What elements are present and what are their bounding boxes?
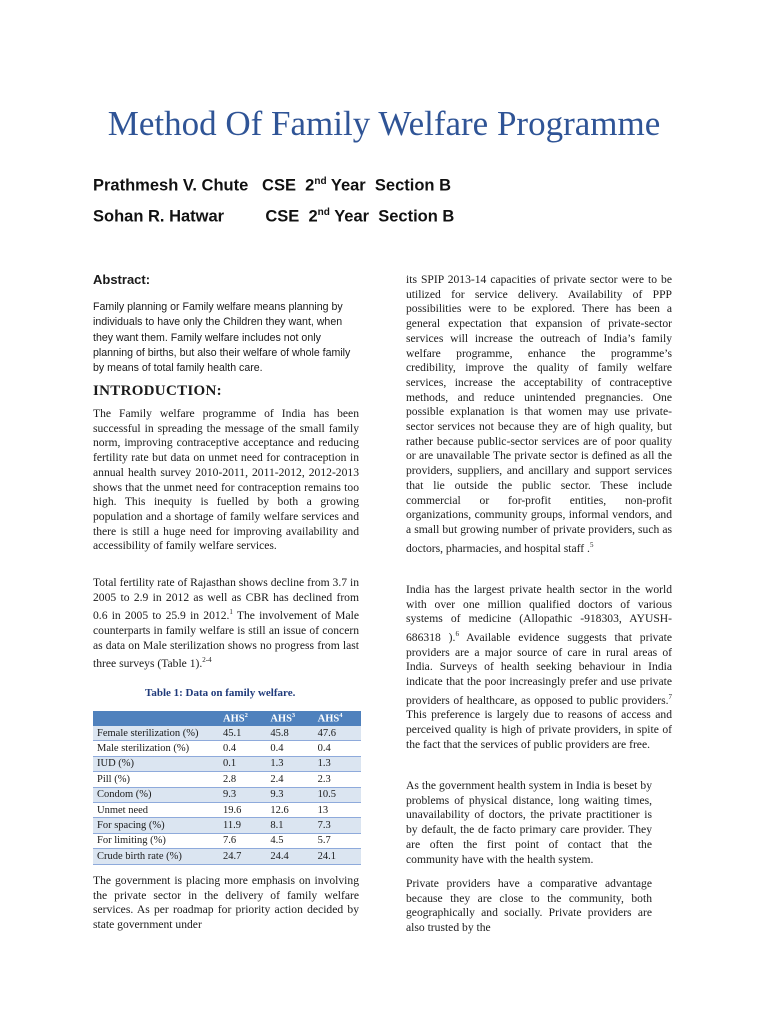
table-header-row xyxy=(93,711,361,726)
table-header-cell: AHS$^2$ xyxy=(219,711,266,726)
right-paragraph-2 xyxy=(406,583,672,752)
table-row: Unmet need 19.6 12.6 13 xyxy=(93,802,361,817)
right-p2-text-a: India has the largest private health sector in the world with over one million qualified doctors of various systems of medicine (Allopathic -918303, AYUSH- 686318 ). xyxy=(406,583,672,644)
right-p2-text-c: This preference is largely due to reasons of access and perceived quality is high of private providers, in spite of the fact that the services of public providers are free. xyxy=(406,708,672,751)
right-paragraph-4: Private providers have a comparative advantage because they are close to the community, both geographically and socially. Private providers are also trusted by the xyxy=(406,877,652,935)
intro-p2-text-b: The involvement of Male counterparts in family welfare is still an issue of concern as data on Male sterilization shows no progress from last three surveys (Table 1). xyxy=(93,609,359,671)
author-year-sup: nd xyxy=(317,207,330,218)
abstract-text: Family planning or Family welfare means planning by individuals to have only the Children they want, when they want them. Family welfare includes not only planning of births, but also their welfare of whole family by means of total family health care. xyxy=(93,301,351,375)
right-p1-text: its SPIP 2013-14 capacities of private sector were to be utilized for service delivery. Availability of PPP possibilities were to be explored. There has been a general expectation that expansion of private-sector services will increase the outreach of India’s family welfare programme, enhance the programme’s credibility, improve the quality of family welfare services, increase the acceptability of contraceptive methods, and reduce unintended pregnancies. One possible explanation is that women may use private-sector services not because they are of high quality, but rather because public-sector services are of poor quality or are unavailable The private sector is defined as all the providers, suppliers, and ancillary and support services that lie outside the public sector. These include commercial or for-profit entities, non-profit organizations, community groups, informal vendors, and a small but growing number of private providers, such as doctors, pharmacies, and hospital staff . xyxy=(406,273,672,555)
table-row: Crude birth rate (%) 24.7 24.4 24.1 xyxy=(93,849,361,864)
intro-paragraph-2 xyxy=(93,576,359,672)
author-year-rest: Year xyxy=(334,207,370,226)
table-caption: Table 1: Data on family welfare. xyxy=(145,687,296,699)
table-row: IUD (%) 0.1 1.3 1.3 xyxy=(93,756,361,771)
table-row: Female sterilization (%) 45.1 45.8 47.6 xyxy=(93,726,361,741)
abstract-heading: Abstract: xyxy=(93,272,151,287)
table-header-cell xyxy=(93,711,219,726)
author-section: Section B xyxy=(374,176,452,195)
introduction-heading: INTRODUCTION: xyxy=(93,383,222,399)
citation-sup: 6 xyxy=(455,630,459,639)
table-row: For spacing (%) 11.9 8.1 7.3 xyxy=(93,818,361,833)
table-row: Male sterilization (%) 0.4 0.4 0.4 xyxy=(93,741,361,756)
author-line-1 xyxy=(93,176,451,196)
family-welfare-table xyxy=(93,711,361,865)
author-line-2 xyxy=(93,207,454,227)
author-dept: CSE xyxy=(265,207,300,226)
citation-sup: 7 xyxy=(668,692,672,701)
author-dept: CSE xyxy=(262,176,296,195)
right-paragraph-3: As the government health system in India is beset by problems of physical distance, long waiting times, unavailability of doctors, the private practitioner is by default, the de facto primary care provider. They are often the first point of contact that the community have with the health system. xyxy=(406,779,652,866)
right-paragraph-1 xyxy=(406,273,672,556)
author-year-sup: nd xyxy=(314,176,327,187)
intro-p2-text-a: Total fertility rate of Rajasthan shows decline from 3.7 in 2005 to 2.9 in 2012 as well as CBR has declined from 0.6 in 2005 to 25.9 in 2012. xyxy=(93,576,359,623)
author-year-num: 2 xyxy=(308,207,318,226)
author-year-num: 2 xyxy=(305,176,315,195)
document-title: Method Of Family Welfare Programme xyxy=(107,104,661,143)
citation-sup: 5 xyxy=(589,540,594,549)
citation-sup: 1 xyxy=(229,608,233,617)
intro-paragraph-3: The government is placing more emphasis on involving the private sector in the delivery of family welfare services. As per roadmap for priority action decided by state government under xyxy=(93,874,359,932)
table-header-cell: AHS$^4$ xyxy=(314,711,361,726)
table-header-cell: AHS$^3$ xyxy=(266,711,313,726)
right-p2-text-b: Available evidence suggests that private providers are a major source of care in rural areas of India. Surveys of health seeking behaviour in India indicate that the poor increasingly prefer and use private providers of healthcare, as opposed to public providers. xyxy=(406,630,672,707)
table-row: For limiting (%) 7.6 4.5 5.7 xyxy=(93,833,361,848)
author-year-rest: Year xyxy=(330,176,366,195)
table-row: Condom (%) 9.3 9.3 10.5 xyxy=(93,787,361,802)
author-name: Sohan R. Hatwar xyxy=(93,207,225,226)
intro-paragraph-1: The Family welfare programme of India has been successful in spreading the message of the small family norm, improving contraceptive acceptance and reducing fertility rate but data on unmet need for contraception in annual health survey 2010-2011, 2011-2012, 2012-2013 shows that the unmet need for contraception remains too high. This inequity is fuelled by both a growing population and a shortage of family welfare services and there is still a huge need for improving availability and accessibility of family welfare services. xyxy=(93,407,359,553)
author-name: Prathmesh V. Chute xyxy=(93,176,249,195)
author-section: Section B xyxy=(378,207,455,226)
citation-sup: 2-4 xyxy=(202,656,212,665)
table-row: Pill (%) 2.8 2.4 2.3 xyxy=(93,772,361,787)
